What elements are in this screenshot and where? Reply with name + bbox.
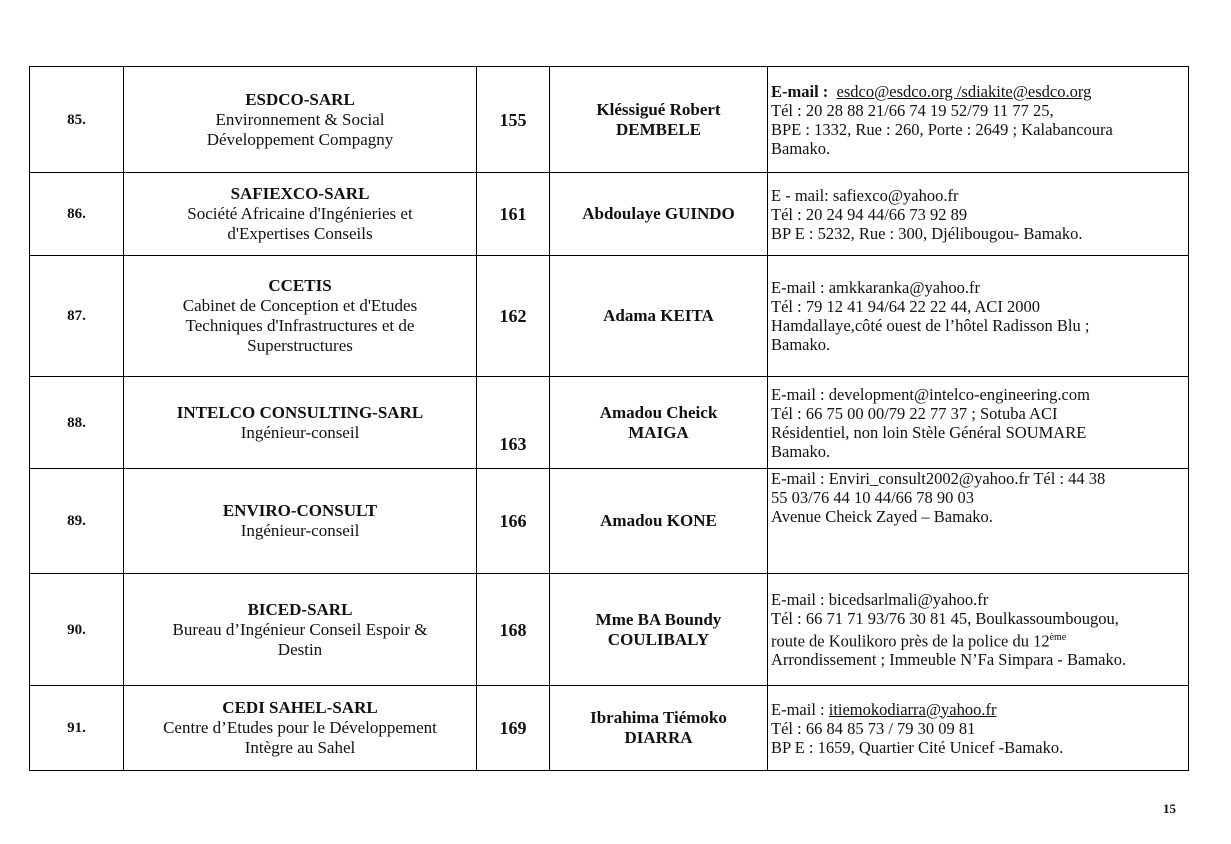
firm-cell <box>124 67 477 173</box>
firm-name: CEDI SAHEL-SARL <box>222 698 378 717</box>
contact-cell <box>768 686 1189 771</box>
registration-code: 162 <box>477 256 550 377</box>
contact-line: Tél : 66 71 71 93/76 30 81 45, Boulkassoumbougou, <box>771 608 1119 628</box>
contact-cell <box>768 469 1189 574</box>
contact-line: Bamako. <box>771 138 831 158</box>
email-line <box>771 700 1188 719</box>
contact-line: Hamdallaye,côté ouest de l’hôtel Radisson Blu ; <box>771 316 1090 335</box>
consultants-table <box>29 66 1189 771</box>
firm-name: CCETIS <box>268 276 332 295</box>
firm-description: Cabinet de Conception et d'Etudes Techniques d'Infrastructures et de Superstructures <box>182 296 418 355</box>
row-number: 87. <box>30 256 124 377</box>
contact-line: Avenue Cheick Zayed – Bamako. <box>771 507 993 526</box>
email-label: E-mail : <box>771 81 829 101</box>
contact-line: E-mail : development@intelco-engineering.com <box>771 384 1090 404</box>
contact-line: Tél : 20 24 94 44/66 73 92 89 <box>771 204 968 224</box>
contact-cell <box>768 67 1189 173</box>
contact-line: Résidentiel, non loin Stèle Général SOUMARE <box>771 422 1087 442</box>
contact-line: BPE : 1332, Rue : 260, Porte : 2649 ; Kalabancoura <box>771 119 1113 139</box>
registration-code: 155 <box>477 67 550 173</box>
contact-line: Tél : 79 12 41 94/64 22 22 44, ACI 2000 <box>771 297 1041 316</box>
contact-line: Bamako. <box>771 335 831 354</box>
registration-code: 163 <box>477 377 550 469</box>
firm-description: Ingénieur-conseil <box>240 521 360 540</box>
firm-cell <box>124 173 477 256</box>
page-number: 15 <box>1163 801 1176 816</box>
person-name: Mme BA Boundy COULIBALY <box>595 609 722 649</box>
contact-line: BP E : 1659, Quartier Cité Unicef -Bamako. <box>771 737 1064 757</box>
firm-cell <box>124 686 477 771</box>
firm-cell <box>124 256 477 377</box>
email-link[interactable]: esdco@esdco.org /sdiakite@esdco.org <box>836 81 1092 101</box>
table-row <box>30 574 1189 686</box>
person-cell <box>550 574 768 686</box>
ordinal-superscript: ème <box>1049 631 1067 643</box>
contact-line: E-mail : amkkaranka@yahoo.fr <box>771 278 980 297</box>
person-cell <box>550 686 768 771</box>
person-cell <box>550 469 768 574</box>
person-cell <box>550 256 768 377</box>
table-row <box>30 173 1189 256</box>
firm-cell <box>124 469 477 574</box>
firm-cell <box>124 377 477 469</box>
row-number: 89. <box>30 469 124 574</box>
contact-line-text: route de Koulikoro près de la police du 12 <box>771 631 1050 651</box>
person-name: Adama KEITA <box>603 306 714 325</box>
table-row <box>30 377 1189 469</box>
email-link[interactable]: itiemokodiarra@yahoo.fr <box>828 699 997 719</box>
firm-cell <box>124 574 477 686</box>
firm-name: ENVIRO-CONSULT <box>222 501 378 520</box>
person-name: Amadou KONE <box>600 511 717 530</box>
contact-line: 55 03/76 44 10 44/66 78 90 03 <box>771 488 975 507</box>
table-row <box>30 686 1189 771</box>
registration-code: 161 <box>477 173 550 256</box>
firm-description: Environnement & Social Développement Compagny <box>206 109 394 149</box>
registration-code: 168 <box>477 574 550 686</box>
contact-line: Bamako. <box>771 441 831 461</box>
firm-description: Centre d’Etudes pour le Développement Intègre au Sahel <box>163 718 437 757</box>
registration-code: 166 <box>477 469 550 574</box>
contact-line: Tél : 20 28 88 21/66 74 19 52/79 11 77 25, <box>771 100 1054 120</box>
contact-cell <box>768 256 1189 377</box>
person-name: Ibrahima Tiémoko DIARRA <box>590 708 727 747</box>
person-name: Kléssigué Robert DEMBELE <box>596 99 721 139</box>
registration-code: 169 <box>477 686 550 771</box>
firm-name: SAFIEXCO-SARL <box>230 184 370 203</box>
firm-description: Société Africaine d'Ingénieries et d'Expertises Conseils <box>187 204 413 243</box>
contact-line: Tél : 66 75 00 00/79 22 77 37 ; Sotuba ACI <box>771 403 1058 423</box>
firm-description: Bureau d’Ingénieur Conseil Espoir & Destin <box>172 619 428 659</box>
firm-name: INTELCO CONSULTING-SARL <box>176 402 424 422</box>
contact-line: E-mail : Enviri_consult2002@yahoo.fr Tél : 44 38 <box>771 469 1106 488</box>
firm-name: ESDCO-SARL <box>245 89 355 109</box>
contact-line: Arrondissement ; Immeuble N’Fa Simpara - Bamako. <box>771 650 1127 670</box>
person-cell <box>550 67 768 173</box>
contact-line: E - mail: safiexco@yahoo.fr <box>771 185 959 205</box>
person-cell <box>550 173 768 256</box>
contact-line: E-mail : bicedsarlmali@yahoo.fr <box>771 589 989 609</box>
row-number: 85. <box>30 67 124 173</box>
person-name: Abdoulaye GUINDO <box>582 204 735 223</box>
contact-line: Tél : 66 84 85 73 / 79 30 09 81 <box>771 718 976 738</box>
contact-cell <box>768 173 1189 256</box>
table-row <box>30 256 1189 377</box>
email-line <box>771 82 1188 101</box>
row-number: 91. <box>30 686 124 771</box>
email-label: E-mail : <box>771 699 825 719</box>
contact-line: BP E : 5232, Rue : 300, Djélibougou- Bamako. <box>771 223 1083 243</box>
person-name: Amadou Cheick MAIGA <box>599 402 718 442</box>
firm-description: Ingénieur-conseil <box>240 422 360 442</box>
table-row <box>30 469 1189 574</box>
table-row <box>30 67 1189 173</box>
row-number: 88. <box>30 377 124 469</box>
firm-name: BICED-SARL <box>247 599 353 619</box>
contact-cell <box>768 574 1189 686</box>
row-number: 86. <box>30 173 124 256</box>
contact-cell <box>768 377 1189 469</box>
person-cell <box>550 377 768 469</box>
row-number: 90. <box>30 574 124 686</box>
contact-line <box>771 628 1188 651</box>
